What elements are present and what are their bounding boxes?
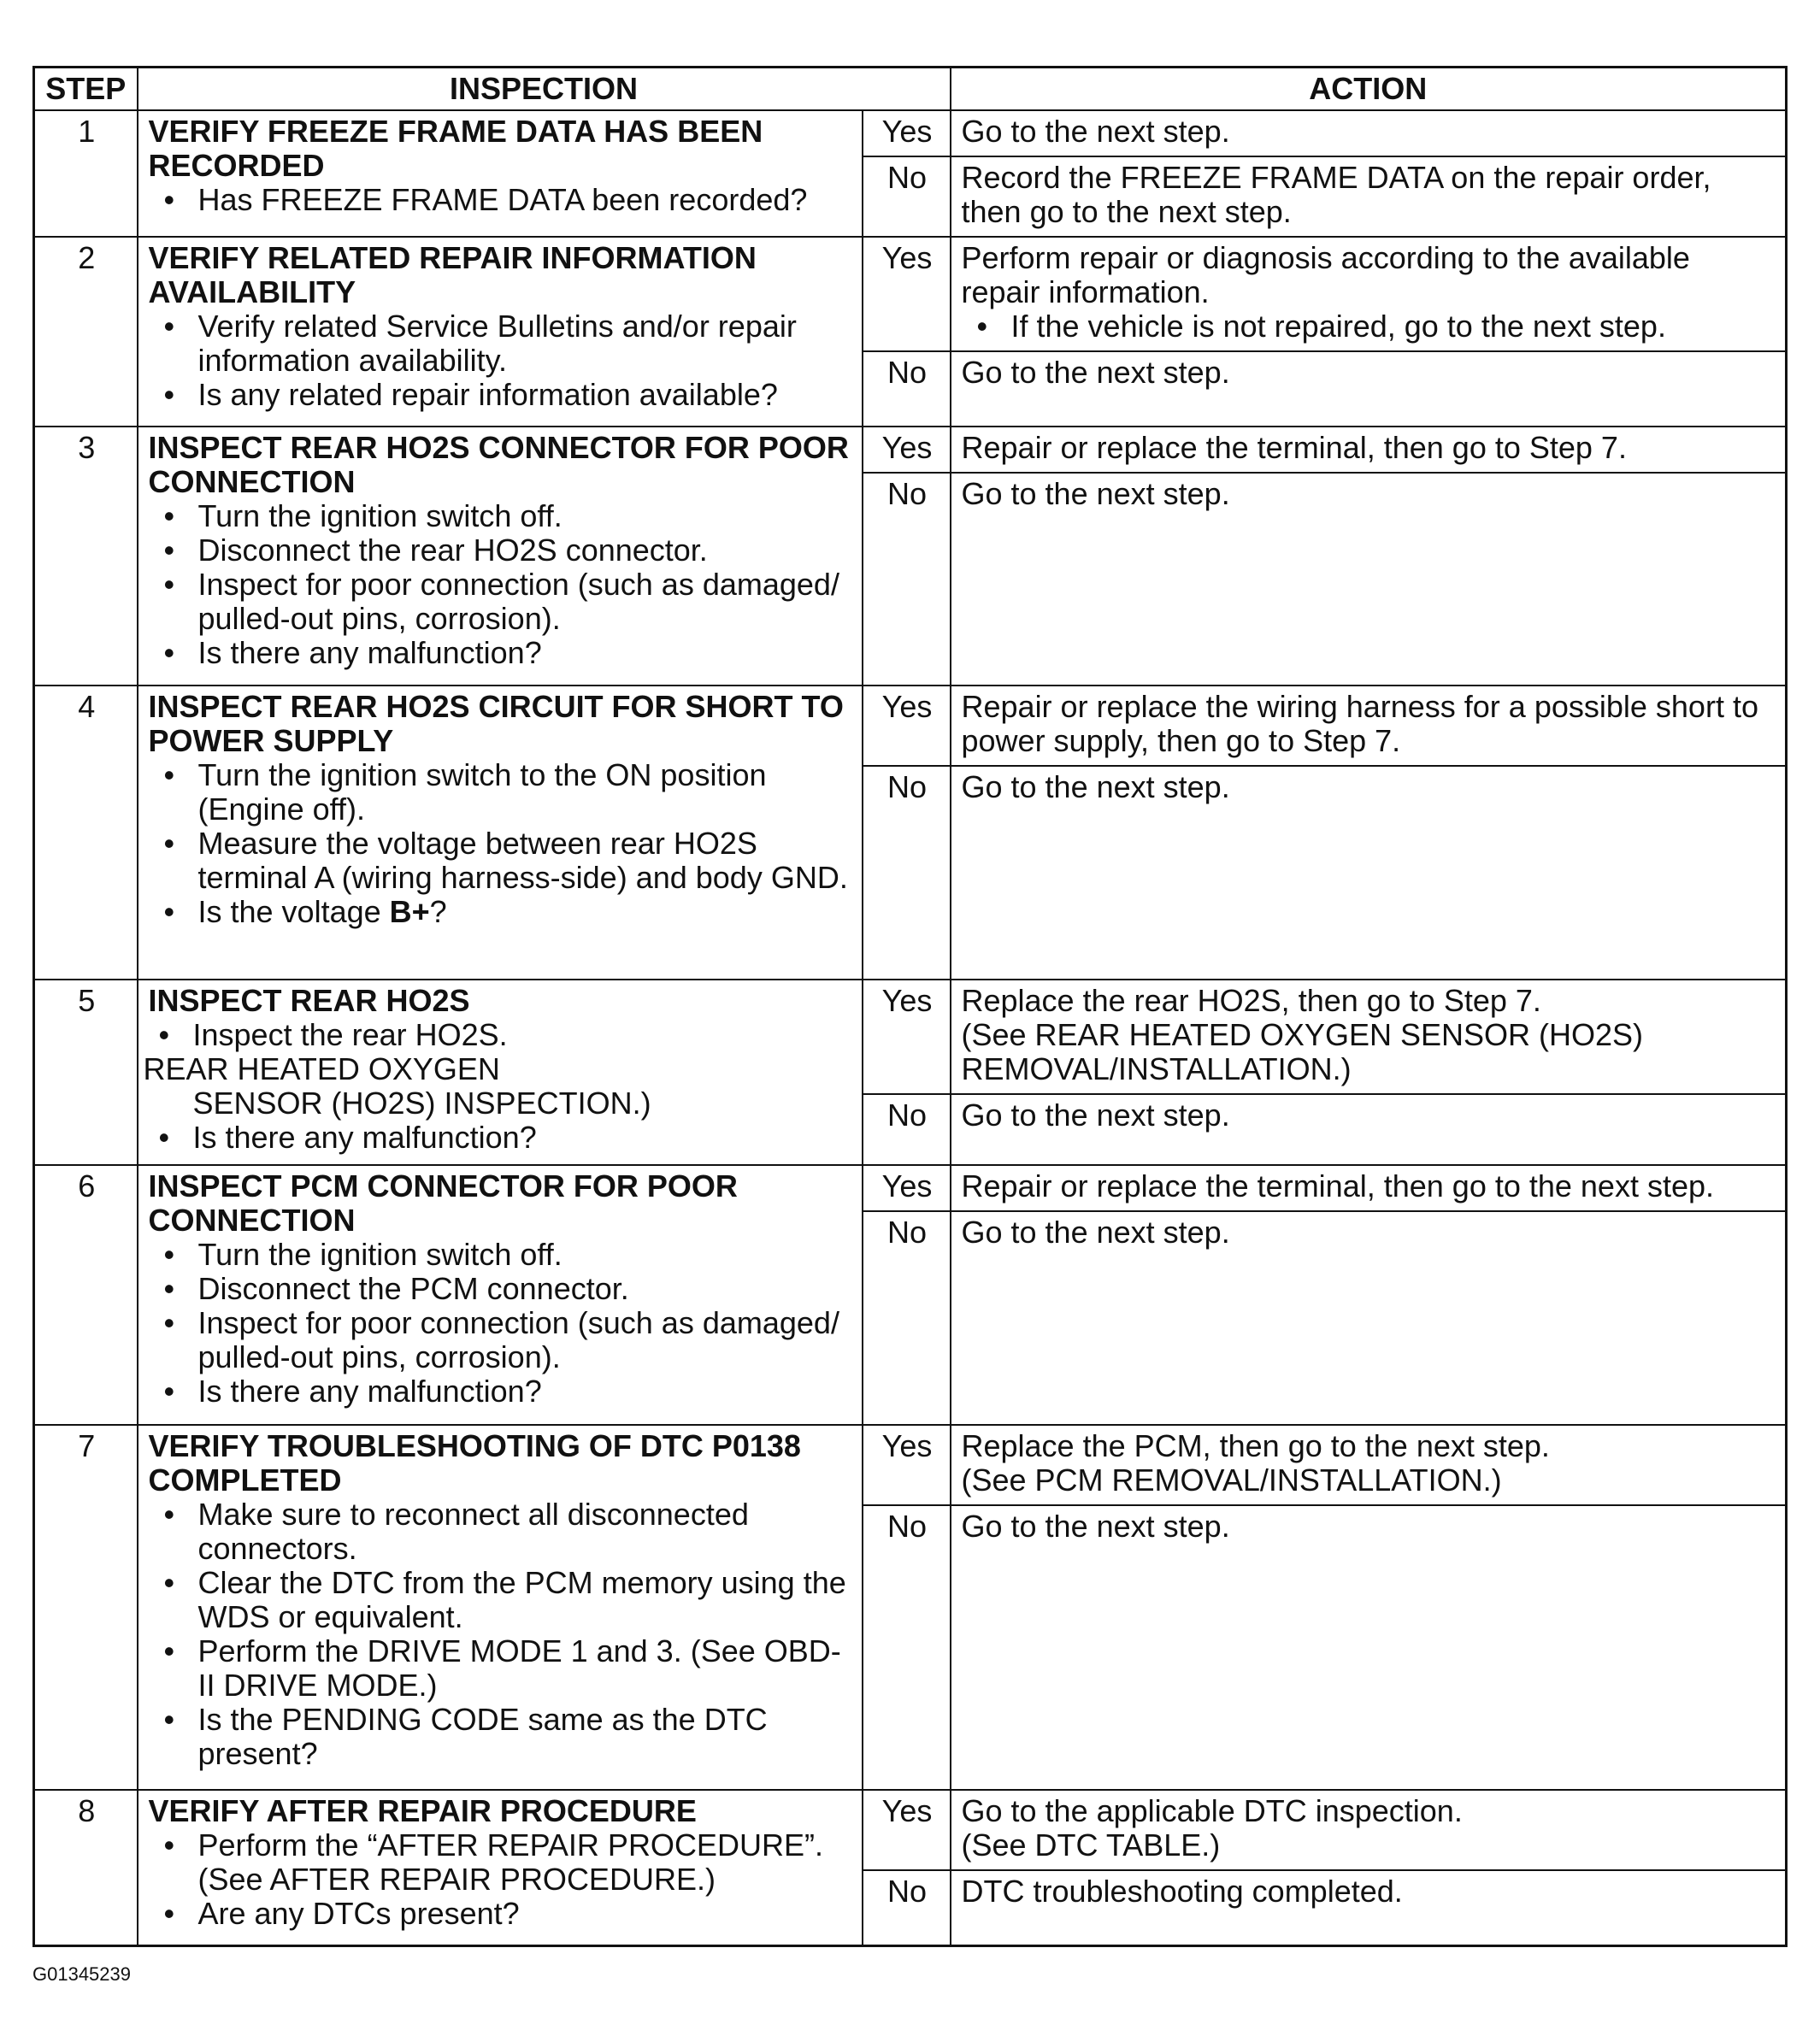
bullet-item: • Turn the ignition switch to the ON position (Engine off). [163,757,767,827]
bullet-item: • Turn the ignition switch off. [163,1237,562,1272]
inspection-title: INSPECT PCM CONNECTOR FOR POOR CONNECTION [148,1168,738,1238]
bullet-icon: • [163,498,175,533]
inspection-bullets [144,1121,853,1155]
inspection-bullets [149,183,853,217]
no-action: Go to the next step. [951,1505,1787,1790]
bullet-item: • Make sure to reconnect all disconnected connectors. [163,1497,749,1566]
bullet-item: • Is any related repair information available? [163,377,778,412]
bullet-item: • Is there any malfunction? [158,1120,537,1155]
no-label: No [863,1211,951,1425]
yes-action: Go to the applicable DTC inspection. [961,1793,1463,1828]
header-step: STEP [34,68,138,111]
header-action: ACTION [951,68,1787,111]
bullet-icon: • [163,1633,175,1668]
bullet-icon: • [976,309,988,344]
step-6-yes-row [34,1165,1787,1211]
inspection-title: VERIFY FREEZE FRAME DATA HAS BEEN RECORDED [148,114,763,183]
bullet-item: • Verify related Service Bulletins and/or repair information availability. [163,309,797,378]
bullet-icon: • [163,894,175,929]
yes-reference: (See PCM REMOVAL/INSTALLATION.) [961,1462,1502,1498]
yes-label: Yes [863,1425,951,1505]
bullet-icon: • [163,826,175,861]
yes-action: Repair or replace the wiring harness for a possible short to power supply, then go to Step 7. [951,686,1787,766]
bullet-icon: • [163,1497,175,1532]
yes-reference: (See REAR HEATED OXYGEN SENSOR (HO2S) REMOVAL/INSTALLATION.) [961,1017,1644,1086]
bullet-item: • Are any DTCs present? [163,1896,520,1931]
bullet-item: • Is the PENDING CODE same as the DTC present? [163,1702,768,1771]
bullet-icon: • [163,1305,175,1340]
yes-action: Perform repair or diagnosis according to the available repair information. [961,240,1690,309]
bullet-item: • Disconnect the rear HO2S connector. [163,533,708,568]
no-label: No [863,156,951,237]
step-7-yes-row [34,1425,1787,1505]
no-label: No [863,1870,951,1945]
inspection-text-line: REAR HEATED OXYGEN [143,1051,500,1086]
bullet-item: • Clear the DTC from the PCM memory using the WDS or equivalent. [163,1565,846,1634]
bullet-icon: • [163,1565,175,1600]
inspection-title: VERIFY TROUBLESHOOTING OF DTC P0138 COMPLETED [148,1428,801,1498]
inspection-cell [138,427,863,686]
yes-action: Repair or replace the terminal, then go to Step 7. [951,427,1787,473]
yes-reference: (See DTC TABLE.) [961,1827,1221,1863]
no-action: Go to the next step. [951,1094,1787,1165]
yes-label: Yes [863,110,951,156]
bullet-icon: • [163,1271,175,1306]
step-number: 3 [34,427,138,686]
bullet-item: • Inspect for poor connection (such as damaged/ pulled-out pins, corrosion). [163,1305,839,1374]
yes-action-cell [951,237,1787,351]
no-action: Go to the next step. [951,1211,1787,1425]
inspection-bullets [144,1018,853,1052]
inspection-bullets [149,309,853,412]
bullet-item: • Is there any malfunction? [163,1374,542,1409]
no-action: DTC troubleshooting completed. [951,1870,1787,1945]
bullet-icon: • [163,533,175,568]
no-action: Go to the next step. [951,473,1787,686]
yes-action-cell [951,1790,1787,1870]
bullet-icon: • [163,182,175,217]
step-number: 6 [34,1165,138,1425]
bullet-icon: • [163,1896,175,1931]
action-bullets [962,309,1777,344]
bullet-item: • Perform the “AFTER REPAIR PROCEDURE”. (See AFTER REPAIR PROCEDURE.) [163,1827,823,1897]
bullet-icon: • [158,1017,170,1052]
no-label: No [863,1505,951,1790]
bullet-icon: • [163,1374,175,1409]
bullet-item: • Perform the DRIVE MODE 1 and 3. (See OBD-II DRIVE MODE.) [163,1633,841,1703]
yes-action: Replace the PCM, then go to the next step. [961,1428,1550,1463]
bullet-item: • Turn the ignition switch off. [163,498,562,533]
inspection-title: INSPECT REAR HO2S CONNECTOR FOR POOR CONNECTION [148,430,849,499]
inspection-cell [138,686,863,980]
inspection-text-line: SENSOR (HO2S) INSPECTION.) [192,1086,651,1121]
step-number: 1 [34,110,138,237]
bullet-item: • Disconnect the PCM connector. [163,1271,629,1306]
step-2-yes-row [34,237,1787,351]
bullet-icon: • [163,1702,175,1737]
header-row [34,68,1787,111]
step-number: 4 [34,686,138,980]
step-1-yes-row [34,110,1787,156]
diagnostic-procedure-table [32,66,1788,1947]
no-action: Record the FREEZE FRAME DATA on the repair order, then go to the next step. [951,156,1787,237]
inspection-bullets [149,1828,853,1931]
step-8-yes-row [34,1790,1787,1870]
no-action: Go to the next step. [951,766,1787,980]
bullet-icon: • [158,1120,170,1155]
yes-label: Yes [863,1790,951,1870]
yes-action: Go to the next step. [951,110,1787,156]
bullet-item: • Has FREEZE FRAME DATA been recorded? [163,182,808,217]
figure-id: G01345239 [32,1963,131,1985]
inspection-cell [138,1790,863,1945]
bullet-item: • Inspect for poor connection (such as damaged/ pulled-out pins, corrosion). [163,567,839,636]
bullet-item: • Measure the voltage between rear HO2S terminal A (wiring harness-side) and body GND. [163,826,848,895]
inspection-title: VERIFY AFTER REPAIR PROCEDURE [148,1793,697,1828]
yes-label: Yes [863,237,951,351]
inspection-title: VERIFY RELATED REPAIR INFORMATION AVAILABILITY [148,240,757,309]
step-4-yes-row [34,686,1787,766]
step-5-yes-row [34,980,1787,1094]
no-action: Go to the next step. [951,351,1787,427]
bullet-item: • Is there any malfunction? [163,635,542,670]
yes-action: Replace the rear HO2S, then go to Step 7. [961,983,1541,1018]
bullet-icon: • [163,757,175,792]
inspection-cell [138,110,863,237]
bullet-item: • Inspect the rear HO2S. [158,1017,508,1052]
step-number: 7 [34,1425,138,1790]
yes-action: Repair or replace the terminal, then go to the next step. [951,1165,1787,1211]
yes-label: Yes [863,980,951,1094]
no-label: No [863,473,951,686]
inspection-bullets [149,1498,853,1771]
inspection-cell [138,980,863,1165]
bullet-icon: • [163,1237,175,1272]
header-inspection: INSPECTION [138,68,951,111]
yes-label: Yes [863,1165,951,1211]
inspection-title: INSPECT REAR HO2S CIRCUIT FOR SHORT TO POWER SUPPLY [148,689,844,758]
bullet-icon: • [163,567,175,602]
yes-action-cell [951,1425,1787,1505]
bullet-icon: • [163,309,175,344]
step-number: 2 [34,237,138,427]
yes-label: Yes [863,427,951,473]
inspection-cell [138,1165,863,1425]
inspection-bullets [149,499,853,670]
bullet-item: • Is the voltage B+? [163,894,447,929]
bullet-icon: • [163,1827,175,1863]
no-label: No [863,351,951,427]
no-label: No [863,1094,951,1165]
step-number: 5 [34,980,138,1165]
step-3-yes-row [34,427,1787,473]
bullet-icon: • [163,635,175,670]
inspection-bullets [149,1238,853,1409]
bullet-icon: • [163,377,175,412]
no-label: No [863,766,951,980]
inspection-title: INSPECT REAR HO2S [148,983,470,1018]
step-number: 8 [34,1790,138,1945]
inspection-cell [138,1425,863,1790]
yes-action-cell [951,980,1787,1094]
bullet-item: • If the vehicle is not repaired, go to the next step. [976,309,1666,344]
yes-label: Yes [863,686,951,766]
inspection-bullets [149,758,853,929]
inspection-cell [138,237,863,427]
